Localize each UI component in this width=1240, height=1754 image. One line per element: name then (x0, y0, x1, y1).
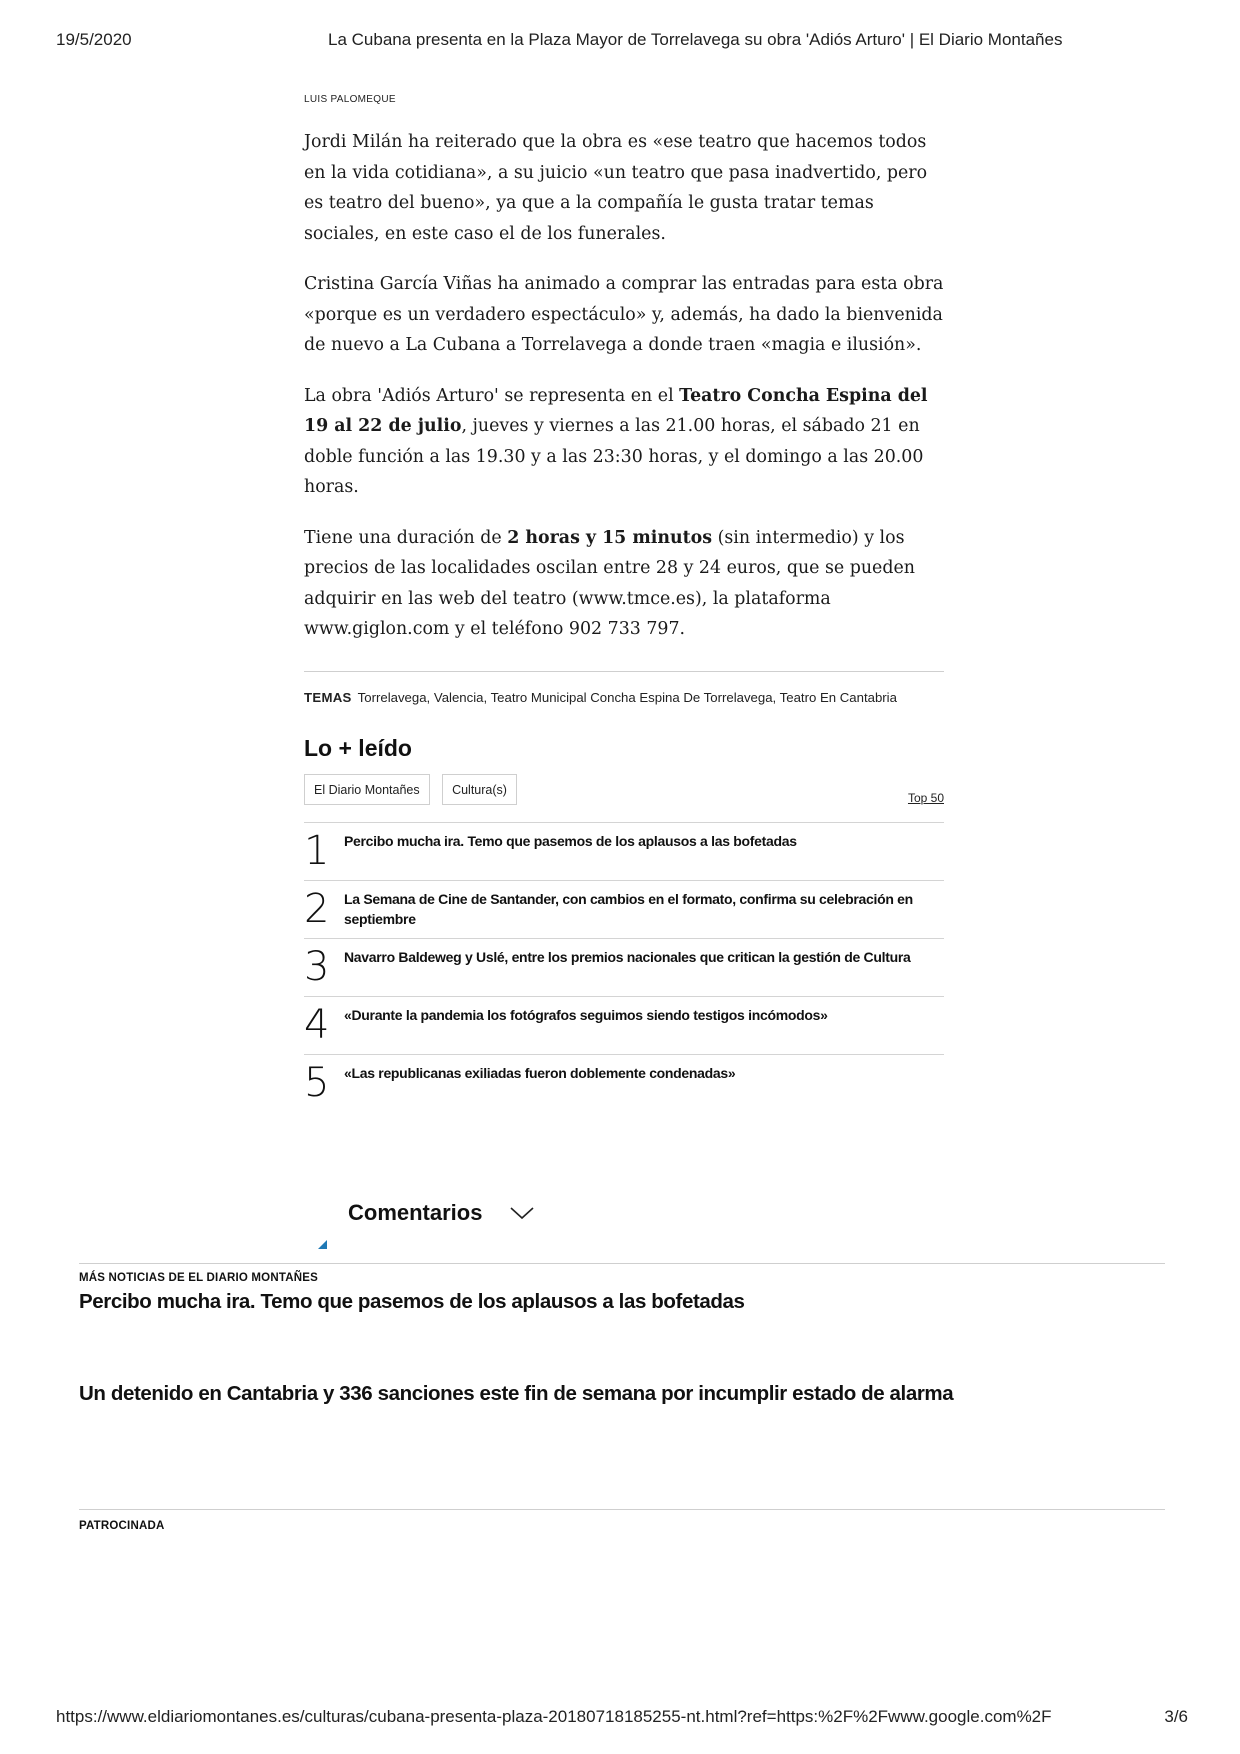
temas-section (304, 671, 944, 709)
rank-number: 4 (304, 1001, 330, 1048)
more-news-headline-2[interactable]: Un detenido en Cantabria y 336 sanciones este fin de semana por incumplir estado de alarma (79, 1382, 954, 1405)
article-body (304, 94, 944, 1113)
comments-toggle[interactable] (318, 1200, 618, 1250)
list-item[interactable] (304, 881, 944, 939)
paragraph-text: Tiene una duración de (304, 527, 508, 548)
rank-number: 5 (304, 1059, 330, 1106)
print-page-title: La Cubana presenta en la Plaza Mayor de Torrelavega su obra 'Adiós Arturo' | El Diario Montañes (328, 30, 1063, 49)
lo-leido-title: Lo + leído (304, 734, 412, 761)
list-item[interactable] (304, 1055, 944, 1113)
rank-headline[interactable]: Navarro Baldeweg y Uslé, entre los premios nacionales que critican la gestión de Cultura (344, 948, 911, 965)
paragraph-2 (304, 269, 944, 361)
rank-headline[interactable]: «Las republicanas exiliadas fueron doblemente condenadas» (344, 1064, 736, 1081)
rank-number: 1 (304, 827, 330, 874)
list-item[interactable] (304, 997, 944, 1055)
rank-headline[interactable]: La Semana de Cine de Santander, con cambios en el formato, confirma su celebración en septiembre (344, 890, 913, 927)
more-news-section (79, 1263, 1165, 1405)
more-news-label: MÁS NOTICIAS DE EL DIARIO MONTAÑES (79, 1272, 318, 1284)
photo-credit: LUIS PALOMEQUE (304, 94, 396, 105)
page-number: 3/6 (1164, 1707, 1188, 1726)
rank-headline[interactable]: «Durante la pandemia los fotógrafos seguimos siendo testigos incómodos» (344, 1006, 828, 1023)
paragraph-1 (304, 127, 944, 249)
paragraph-text: , jueves y viernes a las 21.00 horas, el sábado 21 en doble función a las 19.30 y a las 23:30 horas, y el domingo a las 20.00 horas. (304, 416, 924, 497)
paragraph-text: La obra 'Adiós Arturo' se representa en el (304, 385, 680, 406)
tab-culturas[interactable]: Cultura(s) (442, 774, 517, 805)
chevron-down-icon (510, 1206, 534, 1220)
sponsored-section (79, 1509, 1165, 1532)
rank-number: 3 (304, 943, 330, 990)
sponsored-label: PATROCINADA (79, 1520, 165, 1532)
most-read-list (304, 822, 944, 1113)
temas-label: TEMAS (304, 689, 352, 705)
more-news-headline-1[interactable]: Percibo mucha ira. Temo que pasemos de los aplausos a las bofetadas (79, 1290, 745, 1313)
paragraph-3 (304, 381, 944, 503)
paragraph-bold-text: Teatro Concha Espina del 19 al 22 de julio (304, 385, 928, 436)
rank-headline[interactable]: Percibo mucha ira. Temo que pasemos de los aplausos a las bofetadas (344, 832, 797, 849)
paragraph-text: (sin intermedio) y los precios de las localidades oscilan entre 28 y 24 euros, que se pueden adquirir en las web del teatro (www.tmce.es), la plataforma www.giglon.com y el teléfono 902 733 797. (304, 527, 915, 639)
tab-el-diario-montanes[interactable]: El Diario Montañes (304, 774, 430, 805)
print-url: https://www.eldiariomontanes.es/culturas/cubana-presenta-plaza-20180718185255-nt.html?ref=https:%2F%2Fwww.google.com%2F (56, 1707, 1052, 1726)
temas-links[interactable]: Torrelavega, Valencia, Teatro Municipal Concha Espina De Torrelavega, Teatro En Cantabria (357, 689, 897, 705)
paragraph-bold-text: 2 horas y 15 minutos (507, 527, 713, 548)
rank-number: 2 (304, 885, 330, 932)
corner-accent-icon (318, 1240, 327, 1249)
list-item[interactable] (304, 823, 944, 881)
paragraph-text: Cristina García Viñas ha animado a comprar las entradas para esta obra «porque es un verdadero espectáculo» y, además, ha dado la bienvenida de nuevo a La Cubana a Torrelavega a donde traen «magia e ilusión». (304, 274, 944, 355)
top-50-link[interactable]: Top 50 (907, 790, 944, 805)
comments-label: Comentarios (348, 1200, 483, 1225)
list-item[interactable] (304, 939, 944, 997)
paragraph-text: Jordi Milán ha reiterado que la obra es «ese teatro que hacemos todos en la vida cotidiana», a su juicio «un teatro que pasa inadvertido, pero es teatro del bueno», ya que a la compañía le gusta tratar temas sociales, en este caso el de los funerales. (304, 132, 928, 244)
print-date: 19/5/2020 (56, 30, 132, 49)
lo-leido-tabs (304, 774, 944, 810)
paragraph-4 (304, 523, 944, 645)
